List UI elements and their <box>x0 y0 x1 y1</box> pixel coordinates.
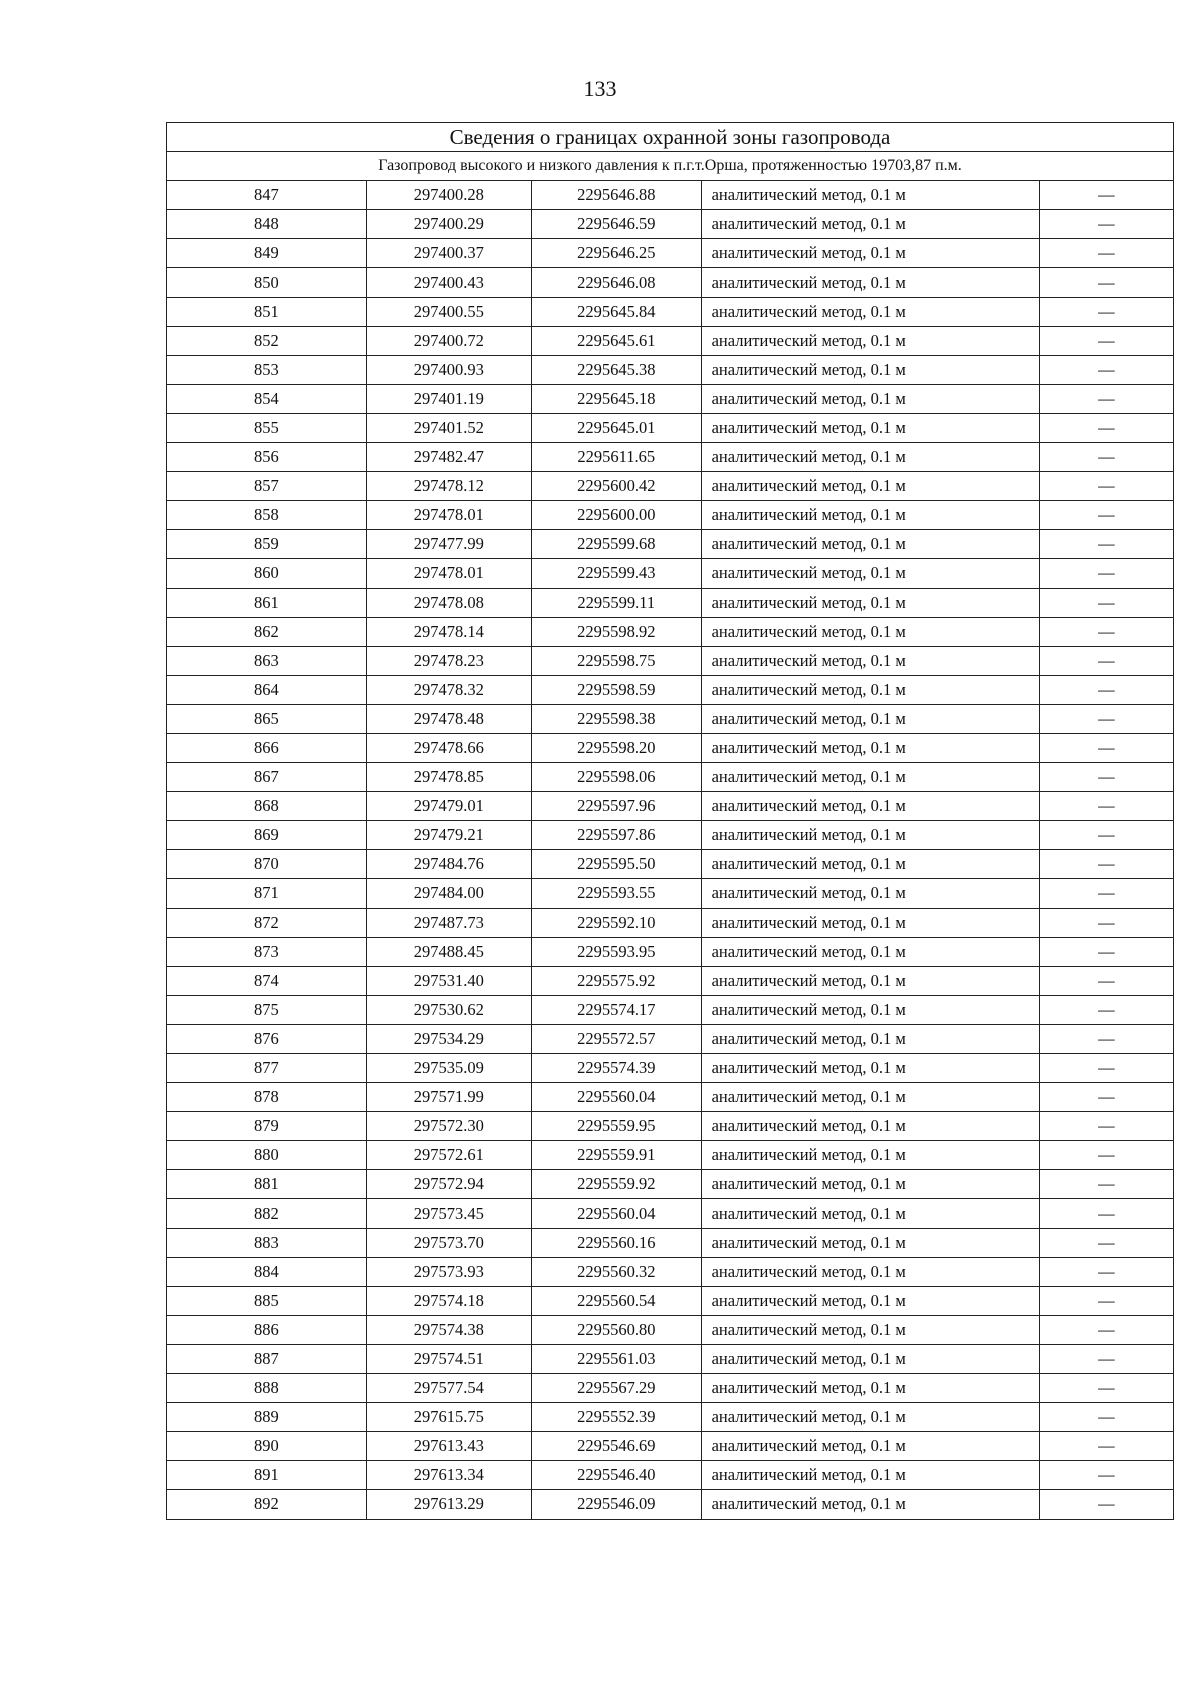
description-cell: — <box>1039 1490 1173 1519</box>
method-accuracy-cell: аналитический метод, 0.1 м <box>701 297 1039 326</box>
method-accuracy-cell: аналитический метод, 0.1 м <box>701 1024 1039 1053</box>
table-subtitle: Газопровод высокого и низкого давления к п.г.т.Орша, протяженностью 19703,87 п.м. <box>167 152 1174 181</box>
x-coordinate-cell: 297400.72 <box>366 326 531 355</box>
document-body <box>170 122 1174 1520</box>
point-number-cell: 851 <box>167 297 367 326</box>
description-cell: — <box>1039 1170 1173 1199</box>
coordinates-table <box>166 122 1174 1520</box>
method-accuracy-cell: аналитический метод, 0.1 м <box>701 472 1039 501</box>
description-cell: — <box>1039 1286 1173 1315</box>
x-coordinate-cell: 297478.01 <box>366 501 531 530</box>
y-coordinate-cell: 2295611.65 <box>532 443 702 472</box>
x-coordinate-cell: 297615.75 <box>366 1403 531 1432</box>
point-number-cell: 866 <box>167 733 367 762</box>
table-row <box>167 239 1174 268</box>
table-row <box>167 995 1174 1024</box>
x-coordinate-cell: 297572.94 <box>366 1170 531 1199</box>
x-coordinate-cell: 297478.23 <box>366 646 531 675</box>
point-number-cell: 855 <box>167 413 367 442</box>
table-row <box>167 501 1174 530</box>
y-coordinate-cell: 2295567.29 <box>532 1374 702 1403</box>
point-number-cell: 860 <box>167 559 367 588</box>
description-cell: — <box>1039 617 1173 646</box>
point-number-cell: 881 <box>167 1170 367 1199</box>
x-coordinate-cell: 297478.12 <box>366 472 531 501</box>
method-accuracy-cell: аналитический метод, 0.1 м <box>701 1112 1039 1141</box>
table-row <box>167 733 1174 762</box>
y-coordinate-cell: 2295546.40 <box>532 1461 702 1490</box>
y-coordinate-cell: 2295645.84 <box>532 297 702 326</box>
y-coordinate-cell: 2295559.91 <box>532 1141 702 1170</box>
method-accuracy-cell: аналитический метод, 0.1 м <box>701 1374 1039 1403</box>
method-accuracy-cell: аналитический метод, 0.1 м <box>701 937 1039 966</box>
description-cell: — <box>1039 675 1173 704</box>
table-row <box>167 763 1174 792</box>
method-accuracy-cell: аналитический метод, 0.1 м <box>701 268 1039 297</box>
y-coordinate-cell: 2295572.57 <box>532 1024 702 1053</box>
y-coordinate-cell: 2295599.43 <box>532 559 702 588</box>
table-title-row <box>167 123 1174 152</box>
method-accuracy-cell: аналитический метод, 0.1 м <box>701 704 1039 733</box>
y-coordinate-cell: 2295546.09 <box>532 1490 702 1519</box>
description-cell: — <box>1039 210 1173 239</box>
method-accuracy-cell: аналитический метод, 0.1 м <box>701 501 1039 530</box>
description-cell: — <box>1039 908 1173 937</box>
y-coordinate-cell: 2295560.54 <box>532 1286 702 1315</box>
x-coordinate-cell: 297613.43 <box>366 1432 531 1461</box>
y-coordinate-cell: 2295561.03 <box>532 1344 702 1373</box>
method-accuracy-cell: аналитический метод, 0.1 м <box>701 1490 1039 1519</box>
method-accuracy-cell: аналитический метод, 0.1 м <box>701 1083 1039 1112</box>
method-accuracy-cell: аналитический метод, 0.1 м <box>701 995 1039 1024</box>
table-row <box>167 850 1174 879</box>
x-coordinate-cell: 297531.40 <box>366 966 531 995</box>
description-cell: — <box>1039 181 1173 210</box>
table-row <box>167 704 1174 733</box>
point-number-cell: 854 <box>167 384 367 413</box>
y-coordinate-cell: 2295598.06 <box>532 763 702 792</box>
point-number-cell: 861 <box>167 588 367 617</box>
method-accuracy-cell: аналитический метод, 0.1 м <box>701 792 1039 821</box>
y-coordinate-cell: 2295560.04 <box>532 1083 702 1112</box>
table-row <box>167 297 1174 326</box>
description-cell: — <box>1039 937 1173 966</box>
y-coordinate-cell: 2295645.38 <box>532 355 702 384</box>
method-accuracy-cell: аналитический метод, 0.1 м <box>701 530 1039 559</box>
method-accuracy-cell: аналитический метод, 0.1 м <box>701 1141 1039 1170</box>
method-accuracy-cell: аналитический метод, 0.1 м <box>701 1344 1039 1373</box>
table-row <box>167 181 1174 210</box>
description-cell: — <box>1039 268 1173 297</box>
method-accuracy-cell: аналитический метод, 0.1 м <box>701 239 1039 268</box>
table-row <box>167 1024 1174 1053</box>
y-coordinate-cell: 2295646.88 <box>532 181 702 210</box>
method-accuracy-cell: аналитический метод, 0.1 м <box>701 646 1039 675</box>
point-number-cell: 867 <box>167 763 367 792</box>
x-coordinate-cell: 297478.08 <box>366 588 531 617</box>
point-number-cell: 847 <box>167 181 367 210</box>
table-row <box>167 1199 1174 1228</box>
method-accuracy-cell: аналитический метод, 0.1 м <box>701 1403 1039 1432</box>
description-cell: — <box>1039 297 1173 326</box>
method-accuracy-cell: аналитический метод, 0.1 м <box>701 1054 1039 1083</box>
table-row <box>167 908 1174 937</box>
table-row <box>167 443 1174 472</box>
x-coordinate-cell: 297479.01 <box>366 792 531 821</box>
description-cell: — <box>1039 995 1173 1024</box>
y-coordinate-cell: 2295597.86 <box>532 821 702 850</box>
point-number-cell: 848 <box>167 210 367 239</box>
point-number-cell: 886 <box>167 1315 367 1344</box>
table-row <box>167 675 1174 704</box>
method-accuracy-cell: аналитический метод, 0.1 м <box>701 821 1039 850</box>
x-coordinate-cell: 297535.09 <box>366 1054 531 1083</box>
y-coordinate-cell: 2295600.00 <box>532 501 702 530</box>
description-cell: — <box>1039 1432 1173 1461</box>
y-coordinate-cell: 2295592.10 <box>532 908 702 937</box>
method-accuracy-cell: аналитический метод, 0.1 м <box>701 850 1039 879</box>
y-coordinate-cell: 2295593.55 <box>532 879 702 908</box>
point-number-cell: 858 <box>167 501 367 530</box>
y-coordinate-cell: 2295598.92 <box>532 617 702 646</box>
table-row <box>167 588 1174 617</box>
x-coordinate-cell: 297573.45 <box>366 1199 531 1228</box>
table-row <box>167 559 1174 588</box>
description-cell: — <box>1039 763 1173 792</box>
x-coordinate-cell: 297478.66 <box>366 733 531 762</box>
description-cell: — <box>1039 966 1173 995</box>
x-coordinate-cell: 297573.70 <box>366 1228 531 1257</box>
x-coordinate-cell: 297478.85 <box>366 763 531 792</box>
description-cell: — <box>1039 559 1173 588</box>
table-row <box>167 384 1174 413</box>
table-row <box>167 1054 1174 1083</box>
x-coordinate-cell: 297400.43 <box>366 268 531 297</box>
x-coordinate-cell: 297400.55 <box>366 297 531 326</box>
x-coordinate-cell: 297577.54 <box>366 1374 531 1403</box>
table-row <box>167 1257 1174 1286</box>
point-number-cell: 888 <box>167 1374 367 1403</box>
description-cell: — <box>1039 646 1173 675</box>
point-number-cell: 862 <box>167 617 367 646</box>
point-number-cell: 849 <box>167 239 367 268</box>
description-cell: — <box>1039 1228 1173 1257</box>
point-number-cell: 878 <box>167 1083 367 1112</box>
description-cell: — <box>1039 588 1173 617</box>
method-accuracy-cell: аналитический метод, 0.1 м <box>701 675 1039 704</box>
description-cell: — <box>1039 413 1173 442</box>
method-accuracy-cell: аналитический метод, 0.1 м <box>701 1286 1039 1315</box>
y-coordinate-cell: 2295645.61 <box>532 326 702 355</box>
method-accuracy-cell: аналитический метод, 0.1 м <box>701 763 1039 792</box>
table-row <box>167 210 1174 239</box>
y-coordinate-cell: 2295599.11 <box>532 588 702 617</box>
table-row <box>167 1083 1174 1112</box>
y-coordinate-cell: 2295646.59 <box>532 210 702 239</box>
point-number-cell: 889 <box>167 1403 367 1432</box>
method-accuracy-cell: аналитический метод, 0.1 м <box>701 443 1039 472</box>
x-coordinate-cell: 297530.62 <box>366 995 531 1024</box>
y-coordinate-cell: 2295593.95 <box>532 937 702 966</box>
table-row <box>167 1344 1174 1373</box>
y-coordinate-cell: 2295646.25 <box>532 239 702 268</box>
point-number-cell: 877 <box>167 1054 367 1083</box>
description-cell: — <box>1039 1315 1173 1344</box>
table-row <box>167 1170 1174 1199</box>
y-coordinate-cell: 2295597.96 <box>532 792 702 821</box>
point-number-cell: 882 <box>167 1199 367 1228</box>
description-cell: — <box>1039 384 1173 413</box>
method-accuracy-cell: аналитический метод, 0.1 м <box>701 617 1039 646</box>
table-row <box>167 646 1174 675</box>
point-number-cell: 880 <box>167 1141 367 1170</box>
y-coordinate-cell: 2295574.39 <box>532 1054 702 1083</box>
description-cell: — <box>1039 1403 1173 1432</box>
y-coordinate-cell: 2295560.32 <box>532 1257 702 1286</box>
table-row <box>167 821 1174 850</box>
description-cell: — <box>1039 821 1173 850</box>
table-row <box>167 1315 1174 1344</box>
table-row <box>167 1432 1174 1461</box>
method-accuracy-cell: аналитический метод, 0.1 м <box>701 908 1039 937</box>
point-number-cell: 873 <box>167 937 367 966</box>
description-cell: — <box>1039 355 1173 384</box>
point-number-cell: 868 <box>167 792 367 821</box>
x-coordinate-cell: 297478.01 <box>366 559 531 588</box>
point-number-cell: 875 <box>167 995 367 1024</box>
point-number-cell: 874 <box>167 966 367 995</box>
point-number-cell: 850 <box>167 268 367 297</box>
description-cell: — <box>1039 1199 1173 1228</box>
method-accuracy-cell: аналитический метод, 0.1 м <box>701 1228 1039 1257</box>
method-accuracy-cell: аналитический метод, 0.1 м <box>701 966 1039 995</box>
description-cell: — <box>1039 530 1173 559</box>
x-coordinate-cell: 297400.29 <box>366 210 531 239</box>
method-accuracy-cell: аналитический метод, 0.1 м <box>701 210 1039 239</box>
x-coordinate-cell: 297574.18 <box>366 1286 531 1315</box>
method-accuracy-cell: аналитический метод, 0.1 м <box>701 355 1039 384</box>
y-coordinate-cell: 2295552.39 <box>532 1403 702 1432</box>
table-row <box>167 530 1174 559</box>
point-number-cell: 863 <box>167 646 367 675</box>
x-coordinate-cell: 297401.52 <box>366 413 531 442</box>
y-coordinate-cell: 2295559.92 <box>532 1170 702 1199</box>
point-number-cell: 885 <box>167 1286 367 1315</box>
description-cell: — <box>1039 1024 1173 1053</box>
y-coordinate-cell: 2295560.80 <box>532 1315 702 1344</box>
method-accuracy-cell: аналитический метод, 0.1 м <box>701 1199 1039 1228</box>
point-number-cell: 870 <box>167 850 367 879</box>
x-coordinate-cell: 297571.99 <box>366 1083 531 1112</box>
point-number-cell: 876 <box>167 1024 367 1053</box>
point-number-cell: 879 <box>167 1112 367 1141</box>
x-coordinate-cell: 297574.38 <box>366 1315 531 1344</box>
method-accuracy-cell: аналитический метод, 0.1 м <box>701 1461 1039 1490</box>
table-row <box>167 1112 1174 1141</box>
y-coordinate-cell: 2295595.50 <box>532 850 702 879</box>
point-number-cell: 864 <box>167 675 367 704</box>
x-coordinate-cell: 297477.99 <box>366 530 531 559</box>
description-cell: — <box>1039 1461 1173 1490</box>
method-accuracy-cell: аналитический метод, 0.1 м <box>701 1432 1039 1461</box>
description-cell: — <box>1039 443 1173 472</box>
method-accuracy-cell: аналитический метод, 0.1 м <box>701 181 1039 210</box>
description-cell: — <box>1039 733 1173 762</box>
method-accuracy-cell: аналитический метод, 0.1 м <box>701 326 1039 355</box>
table-row <box>167 1490 1174 1519</box>
table-row <box>167 1461 1174 1490</box>
description-cell: — <box>1039 1257 1173 1286</box>
x-coordinate-cell: 297400.28 <box>366 181 531 210</box>
table-row <box>167 1403 1174 1432</box>
point-number-cell: 892 <box>167 1490 367 1519</box>
y-coordinate-cell: 2295599.68 <box>532 530 702 559</box>
point-number-cell: 869 <box>167 821 367 850</box>
point-number-cell: 865 <box>167 704 367 733</box>
table-row <box>167 966 1174 995</box>
x-coordinate-cell: 297478.14 <box>366 617 531 646</box>
method-accuracy-cell: аналитический метод, 0.1 м <box>701 733 1039 762</box>
y-coordinate-cell: 2295559.95 <box>532 1112 702 1141</box>
y-coordinate-cell: 2295575.92 <box>532 966 702 995</box>
method-accuracy-cell: аналитический метод, 0.1 м <box>701 1257 1039 1286</box>
table-row <box>167 268 1174 297</box>
table-row <box>167 879 1174 908</box>
method-accuracy-cell: аналитический метод, 0.1 м <box>701 384 1039 413</box>
method-accuracy-cell: аналитический метод, 0.1 м <box>701 559 1039 588</box>
table-row <box>167 1141 1174 1170</box>
table-subtitle-row <box>167 152 1174 181</box>
point-number-cell: 852 <box>167 326 367 355</box>
y-coordinate-cell: 2295598.38 <box>532 704 702 733</box>
x-coordinate-cell: 297534.29 <box>366 1024 531 1053</box>
y-coordinate-cell: 2295598.59 <box>532 675 702 704</box>
y-coordinate-cell: 2295646.08 <box>532 268 702 297</box>
y-coordinate-cell: 2295574.17 <box>532 995 702 1024</box>
description-cell: — <box>1039 239 1173 268</box>
point-number-cell: 859 <box>167 530 367 559</box>
y-coordinate-cell: 2295560.16 <box>532 1228 702 1257</box>
method-accuracy-cell: аналитический метод, 0.1 м <box>701 879 1039 908</box>
point-number-cell: 883 <box>167 1228 367 1257</box>
description-cell: — <box>1039 879 1173 908</box>
point-number-cell: 853 <box>167 355 367 384</box>
y-coordinate-cell: 2295645.01 <box>532 413 702 442</box>
y-coordinate-cell: 2295598.75 <box>532 646 702 675</box>
table-row <box>167 1374 1174 1403</box>
x-coordinate-cell: 297482.47 <box>366 443 531 472</box>
point-number-cell: 887 <box>167 1344 367 1373</box>
method-accuracy-cell: аналитический метод, 0.1 м <box>701 1315 1039 1344</box>
x-coordinate-cell: 297487.73 <box>366 908 531 937</box>
point-number-cell: 857 <box>167 472 367 501</box>
table-row <box>167 472 1174 501</box>
table-row <box>167 413 1174 442</box>
x-coordinate-cell: 297488.45 <box>366 937 531 966</box>
point-number-cell: 872 <box>167 908 367 937</box>
description-cell: — <box>1039 472 1173 501</box>
x-coordinate-cell: 297574.51 <box>366 1344 531 1373</box>
x-coordinate-cell: 297484.00 <box>366 879 531 908</box>
x-coordinate-cell: 297400.37 <box>366 239 531 268</box>
description-cell: — <box>1039 501 1173 530</box>
x-coordinate-cell: 297401.19 <box>366 384 531 413</box>
table-row <box>167 355 1174 384</box>
description-cell: — <box>1039 1112 1173 1141</box>
table-row <box>167 937 1174 966</box>
x-coordinate-cell: 297613.29 <box>366 1490 531 1519</box>
table-row <box>167 1286 1174 1315</box>
description-cell: — <box>1039 326 1173 355</box>
point-number-cell: 891 <box>167 1461 367 1490</box>
x-coordinate-cell: 297573.93 <box>366 1257 531 1286</box>
description-cell: — <box>1039 850 1173 879</box>
page-number: 133 <box>583 76 617 101</box>
point-number-cell: 856 <box>167 443 367 472</box>
x-coordinate-cell: 297400.93 <box>366 355 531 384</box>
x-coordinate-cell: 297613.34 <box>366 1461 531 1490</box>
description-cell: — <box>1039 1054 1173 1083</box>
x-coordinate-cell: 297478.32 <box>366 675 531 704</box>
x-coordinate-cell: 297572.61 <box>366 1141 531 1170</box>
x-coordinate-cell: 297478.48 <box>366 704 531 733</box>
point-number-cell: 890 <box>167 1432 367 1461</box>
y-coordinate-cell: 2295600.42 <box>532 472 702 501</box>
table-row <box>167 326 1174 355</box>
x-coordinate-cell: 297479.21 <box>366 821 531 850</box>
table-row <box>167 1228 1174 1257</box>
table-title: Сведения о границах охранной зоны газопровода <box>167 123 1174 152</box>
description-cell: — <box>1039 1141 1173 1170</box>
y-coordinate-cell: 2295546.69 <box>532 1432 702 1461</box>
method-accuracy-cell: аналитический метод, 0.1 м <box>701 1170 1039 1199</box>
table-row <box>167 792 1174 821</box>
point-number-cell: 884 <box>167 1257 367 1286</box>
description-cell: — <box>1039 704 1173 733</box>
y-coordinate-cell: 2295598.20 <box>532 733 702 762</box>
y-coordinate-cell: 2295645.18 <box>532 384 702 413</box>
description-cell: — <box>1039 792 1173 821</box>
point-number-cell: 871 <box>167 879 367 908</box>
description-cell: — <box>1039 1344 1173 1373</box>
y-coordinate-cell: 2295560.04 <box>532 1199 702 1228</box>
x-coordinate-cell: 297484.76 <box>366 850 531 879</box>
method-accuracy-cell: аналитический метод, 0.1 м <box>701 413 1039 442</box>
description-cell: — <box>1039 1374 1173 1403</box>
method-accuracy-cell: аналитический метод, 0.1 м <box>701 588 1039 617</box>
table-row <box>167 617 1174 646</box>
description-cell: — <box>1039 1083 1173 1112</box>
x-coordinate-cell: 297572.30 <box>366 1112 531 1141</box>
